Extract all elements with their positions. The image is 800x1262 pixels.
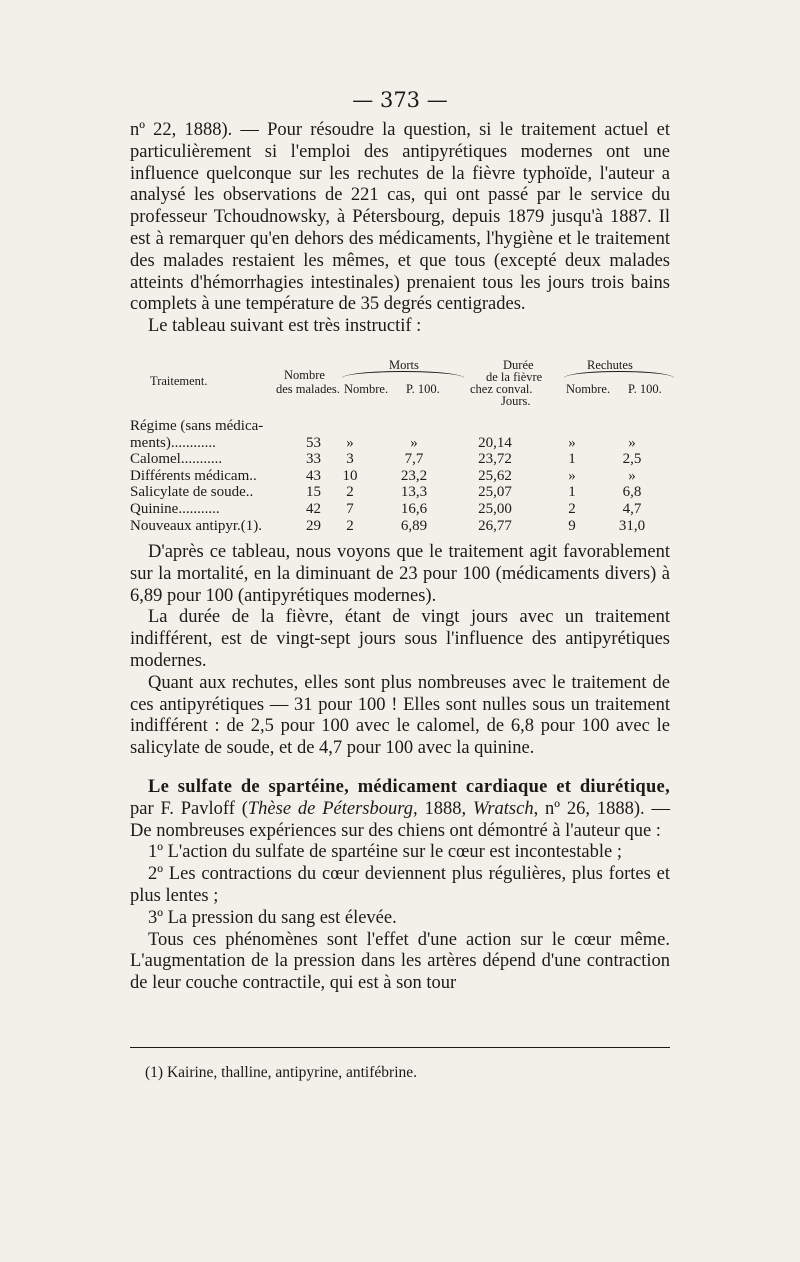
header-traitement: Traitement. xyxy=(150,374,208,388)
table-row xyxy=(130,418,661,435)
cell-rp: » xyxy=(628,467,636,484)
cell-p: 23,2 xyxy=(400,467,428,484)
brace-rechutes xyxy=(564,371,674,378)
byline: par F. Pavloff ( xyxy=(130,798,248,819)
source-mid: , 1888, xyxy=(412,798,473,819)
cell-n xyxy=(275,418,321,435)
cell-name: Régime (sans médica- xyxy=(130,418,264,434)
cell-n: 29 xyxy=(306,517,321,534)
cell-p: » xyxy=(410,434,418,451)
cell-name: Quinine........... xyxy=(130,500,220,517)
cell-duree: 26,77 xyxy=(478,517,512,534)
header-morts-nombre: Nombre. xyxy=(344,382,389,396)
cell-name: Différents médicam.. xyxy=(130,467,257,484)
footnote: (1) Kairine, thalline, antipyrine, antifébrine. xyxy=(145,1064,418,1081)
cell-name: Calomel........... xyxy=(130,451,223,468)
section-title: Le sulfate de spartéine, médicament cardiaque et diurétique, xyxy=(148,777,670,797)
cell-rech: 9 xyxy=(568,517,576,534)
analysis-paragraph: La durée de la fièvre, étant de vingt jours avec un traitement indifférent, est de vingt-sept jours sous l'influence des antipyrétiques modernes. xyxy=(130,607,670,671)
cell-rp xyxy=(603,418,661,435)
table-row xyxy=(130,484,661,501)
header-morts: Morts xyxy=(389,358,419,372)
table-body xyxy=(130,418,661,534)
conclusion-paragraph: Tous ces phénomènes sont l'effet d'une action sur le cœur même. L'augmentation de la pression dans les artères dépend d'une contraction de leur couche contractile, qui est à son tour xyxy=(130,929,670,994)
cell-rp: » xyxy=(628,434,636,451)
results-table xyxy=(130,358,670,534)
cell-rech: 1 xyxy=(568,451,576,468)
cell-p: 6,89 xyxy=(400,517,428,534)
cell-morts: 2 xyxy=(346,484,354,501)
cell-rp: 4,7 xyxy=(622,500,642,517)
header-rechutes-p100: P. 100. xyxy=(628,382,662,396)
header-duree-1: Durée xyxy=(503,358,534,372)
table-row xyxy=(130,468,661,485)
header-morts-p100: P. 100. xyxy=(406,382,440,396)
cell-duree xyxy=(449,418,541,435)
cell-rp: 2,5 xyxy=(622,451,642,468)
cell-duree: 20,14 xyxy=(478,434,512,451)
cell-name: ments)............ xyxy=(130,434,216,451)
table-row xyxy=(130,451,661,468)
header-des-malades: des malades. xyxy=(276,382,340,396)
cell-morts: 3 xyxy=(346,451,354,468)
finding-item: 2º Les contractions du cœur deviennent plus régulières, plus fortes et plus lentes ; xyxy=(130,864,670,906)
cell-duree: 25,62 xyxy=(478,467,512,484)
analysis-paragraph: D'après ce tableau, nous voyons que le traitement agit favorablement sur la mortalité, en la diminuant de 23 pour 100 (médicaments divers) à 6,89 pour 100 (antipyrétiques modernes). xyxy=(130,542,670,606)
analysis-section xyxy=(130,542,670,760)
cell-morts: 2 xyxy=(346,517,354,534)
cell-rp: 31,0 xyxy=(618,517,646,534)
header-duree-4: Jours. xyxy=(501,394,531,408)
cell-p: 13,3 xyxy=(400,484,428,501)
analysis-paragraph: Quant aux rechutes, elles sont plus nombreuses avec le traitement de ces antipyrétiques — 31 pour 100 ! Elles sont nulles sous un traitement indifférent : de 2,5 pour 100 avec le calomel, de 6,8 pour 100 avec le salicylate de soude, et de 4,7 pour 100 avec la quinine. xyxy=(130,672,670,759)
cell-name: Salicylate de soude.. xyxy=(130,484,254,501)
cell-rp: 6,8 xyxy=(622,484,642,501)
cell-morts xyxy=(321,418,379,435)
cell-n: 43 xyxy=(306,467,321,484)
cell-n: 15 xyxy=(306,484,321,501)
sparteine-intro xyxy=(130,777,670,842)
table-header xyxy=(130,358,670,418)
page-number: — 373 — xyxy=(352,88,448,112)
table-intro-paragraph: Le tableau suivant est très instructif : xyxy=(148,316,422,337)
header-duree-3: chez conval. xyxy=(470,382,533,396)
cell-name: Nouveaux antipyr.(1). xyxy=(130,517,263,534)
source-title: Thèse de Pétersbourg xyxy=(247,798,413,819)
header-duree-2: de la fièvre xyxy=(486,370,543,384)
sparteine-section xyxy=(130,777,670,995)
finding-item: 3º La pression du sang est élevée. xyxy=(148,907,397,928)
intro-paragraph: nº 22, 1888). — Pour résoudre la question, si le traitement actuel et particulièrement si l'emploi des antipyrétiques modernes ont une influence quelconque sur les rechutes de la fièvre typhoïde, l'auteur a analysé les observations de 221 cas, qui ont passé par le service du professeur Tchoudnowsky, à Pétersbourg, depuis 1879 jusqu'à 1887. Il est à remarquer qu'en dehors des médicaments, l'hygiène et le traitement des malades restaient les mêmes, et que tous (excepté deux malades atteints d'hémorrhagies intestinales) prenaient tous les jours trois bains complets à une température de 35 degrés centigrades. xyxy=(130,120,670,315)
cell-morts: » xyxy=(346,434,354,451)
cell-p: 16,6 xyxy=(400,500,428,517)
brace-morts xyxy=(342,371,464,378)
cell-rech: » xyxy=(568,467,576,484)
intro-section xyxy=(130,120,670,338)
table-row xyxy=(130,501,661,518)
cell-n: 42 xyxy=(306,500,321,517)
cell-n: 53 xyxy=(306,434,321,451)
cell-morts: 10 xyxy=(342,467,358,484)
cell-morts: 7 xyxy=(346,500,354,517)
cell-rech: 2 xyxy=(568,500,576,517)
cell-n: 33 xyxy=(306,451,321,468)
source-end: , nº 26, 1888). — De nombreuses expériences sur des chiens ont démontré à l'auteur que : xyxy=(130,798,670,841)
journal-title: Wratsch xyxy=(472,798,534,819)
cell-duree: 23,72 xyxy=(478,451,512,468)
header-nombre: Nombre xyxy=(284,368,325,382)
table-row xyxy=(130,518,661,535)
table-row xyxy=(130,435,661,452)
cell-duree: 25,00 xyxy=(478,500,512,517)
cell-rech xyxy=(541,418,603,435)
cell-rech: » xyxy=(568,434,576,451)
footnote-rule xyxy=(130,1047,670,1048)
cell-rech: 1 xyxy=(568,484,576,501)
header-rechutes-nombre: Nombre. xyxy=(566,382,611,396)
cell-duree: 25,07 xyxy=(478,484,512,501)
cell-p: 7,7 xyxy=(404,451,424,468)
cell-p xyxy=(379,418,449,435)
finding-item: 1º L'action du sulfate de spartéine sur le cœur est incontestable ; xyxy=(148,842,622,863)
header-rechutes: Rechutes xyxy=(587,358,633,372)
